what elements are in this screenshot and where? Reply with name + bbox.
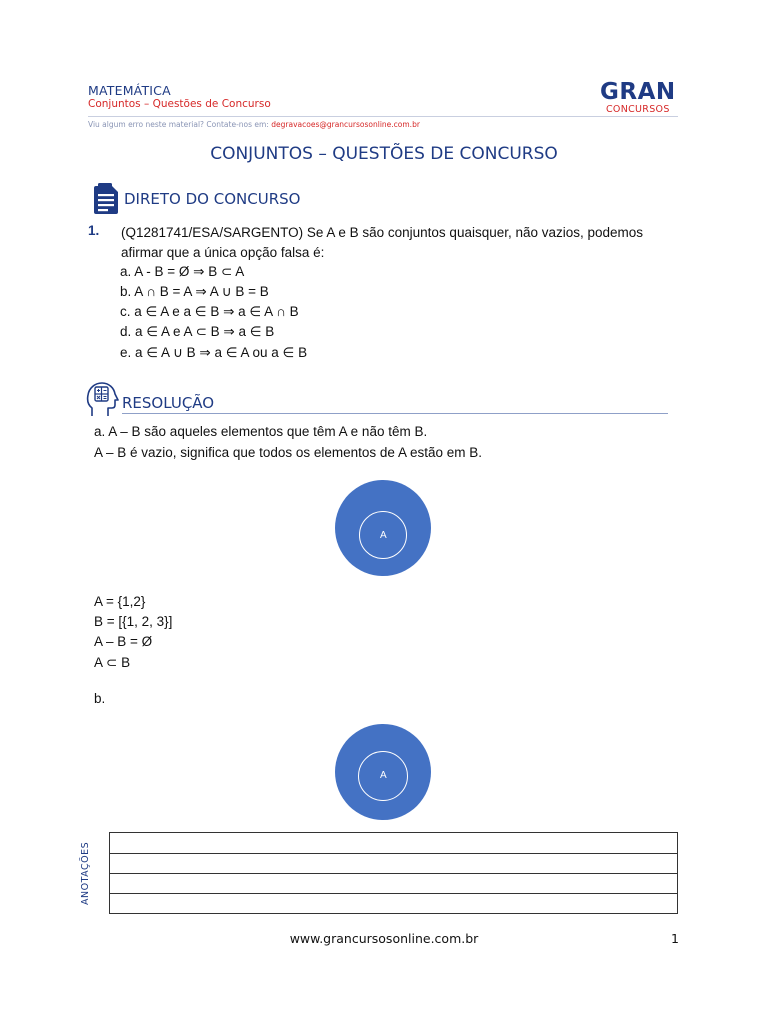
contact-prefix: Viu algum erro neste material? Contate-nos em:	[88, 120, 272, 129]
topic-subtitle: Conjuntos – Questões de Concurso	[88, 98, 271, 110]
venn-label-a: A	[380, 770, 387, 781]
option-e: e. a ∈ A ∪ B ⇒ a ∈ A ou a ∈ B	[120, 345, 308, 360]
page-title: CONJUNTOS – QUESTÕES DE CONCURSO	[210, 144, 558, 164]
set-line-3: A – B = Ø	[94, 634, 153, 649]
option-a: a. A - B = Ø ⇒ B ⊂ A	[120, 264, 245, 279]
notes-label-text: ANOTAÇÕES	[80, 841, 91, 905]
calculator-head-icon	[86, 380, 120, 418]
section-title-resolucao: RESOLUÇÃO	[122, 394, 215, 412]
section-title-direto: DIRETO DO CONCURSO	[124, 190, 301, 208]
venn-diagram-2	[335, 724, 431, 820]
question-line-2: afirmar que a única opção falsa é:	[121, 245, 325, 260]
subject-title: MATEMÁTICA	[88, 83, 171, 98]
venn-diagram-1	[335, 480, 431, 576]
header-divider	[88, 116, 678, 117]
notes-row-divider	[110, 893, 677, 894]
document-icon	[92, 182, 120, 214]
gran-concursos-logo	[600, 80, 680, 116]
option-b: b. A ∩ B = A ⇒ A ∪ B = B	[120, 284, 269, 299]
question-statement	[121, 223, 681, 263]
page-number: 1	[671, 931, 679, 946]
contact-line	[88, 120, 420, 129]
notes-grid[interactable]	[109, 832, 678, 914]
set-line-4: A ⊂ B	[94, 655, 131, 670]
set-line-2: B = [{1, 2, 3}]	[94, 614, 173, 629]
logo-subtext: CONCURSOS	[606, 104, 670, 115]
logo-word: GRAN	[600, 79, 676, 105]
contact-email-link[interactable]: degravacoes@grancursosonline.com.br	[271, 120, 420, 129]
notes-row-divider	[110, 853, 677, 854]
option-d: d. a ∈ A e A ⊂ B ⇒ a ∈ B	[120, 324, 275, 339]
section-divider	[122, 413, 668, 414]
item-b-label: b.	[94, 691, 106, 706]
footer-url-link[interactable]: www.grancursosonline.com.br	[289, 931, 479, 946]
notes-row-divider	[110, 873, 677, 874]
venn-label-a: A	[380, 530, 387, 541]
question-number: 1.	[88, 223, 100, 238]
question-line-1: (Q1281741/ESA/SARGENTO) Se A e B são conjuntos quaisquer, não vazios, podemos	[121, 225, 644, 240]
resolution-line-1: a. A – B são aqueles elementos que têm A e não têm B.	[94, 424, 428, 439]
set-line-1: A = {1,2}	[94, 594, 146, 609]
option-c: c. a ∈ A e a ∈ B ⇒ a ∈ A ∩ B	[120, 304, 299, 319]
resolution-line-2: A – B é vazio, significa que todos os elementos de A estão em B.	[94, 445, 482, 460]
